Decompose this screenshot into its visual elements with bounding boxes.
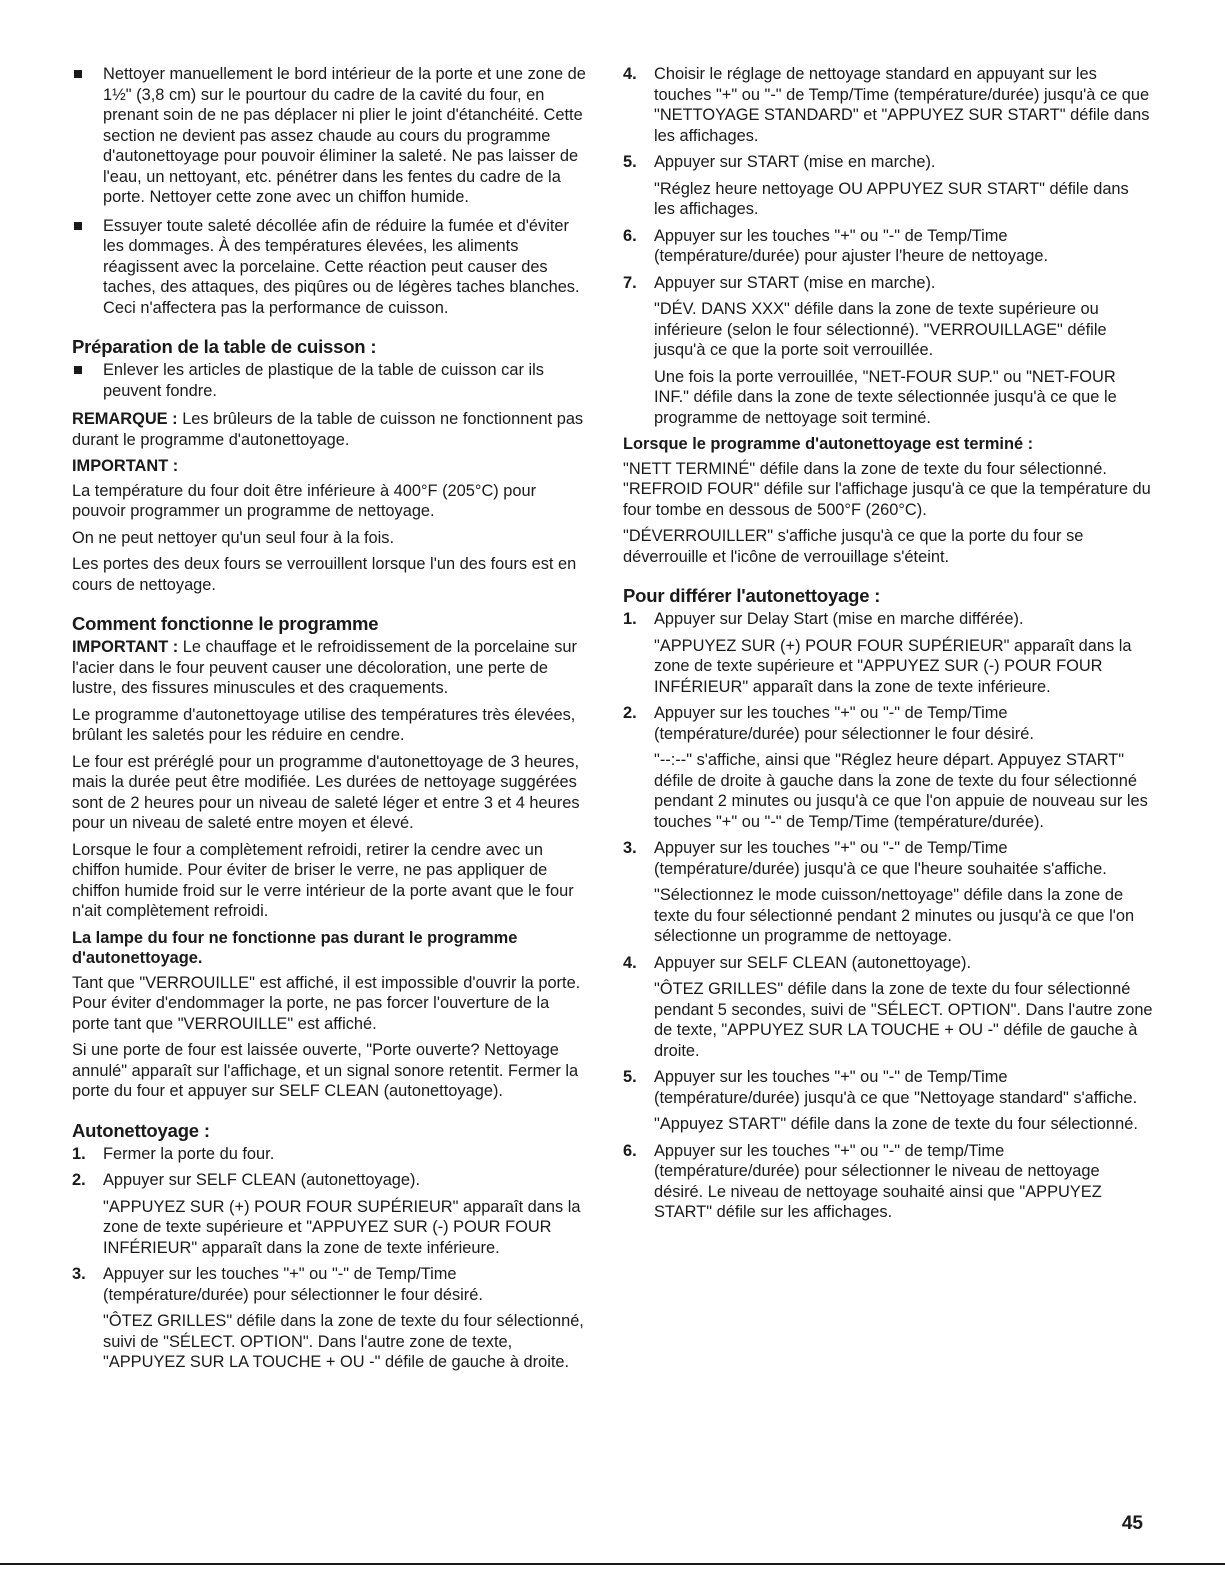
step-number: 6. xyxy=(623,226,637,245)
page-number: 45 xyxy=(1121,1513,1143,1534)
lamp-heading: La lampe du four ne fonctionne pas durant le programme d'autonettoyage. xyxy=(72,928,518,967)
step-text: Appuyer sur les touches "+" ou "-" de Temp/Time (température/durée) pour ajuster l'heure de nettoyage. xyxy=(654,226,1049,265)
right-column xyxy=(623,64,1153,1229)
step-number: 6. xyxy=(623,1141,637,1160)
step-number: 4. xyxy=(623,65,637,83)
step-number: 3. xyxy=(623,839,637,857)
step-text: Appuyer sur les touches "+" ou "-" de Temp/Time (température/durée) pour sélectionner le four désiré. xyxy=(654,704,1034,743)
bullet-text: Essuyer toute saleté décollée afin de réduire la fumée et d'éviter les dommages. À des températures élevées, les aliments réagissent avec la porcelaine. Cette réaction peut causer des taches, des attaques, des piqûres ou de légères taches blanches. Ceci n'affectera pas la performance de cuisson. xyxy=(103,216,580,317)
remarque-paragraph xyxy=(72,409,590,450)
numbered-step xyxy=(623,226,1153,267)
step-text: Choisir le réglage de nettoyage standard en appuyant sur les touches "+" ou "-" de Temp/Time (température/durée) jusqu'à ce que "NETTOYAGE STANDARD" et "APPUYEZ SUR START" défile dans les affichages. xyxy=(654,65,1150,145)
square-bullet-icon xyxy=(74,222,82,230)
prep-heading: Préparation de la table de cuisson : xyxy=(72,336,377,357)
paragraph: Les portes des deux fours se verrouillent lorsque l'un des fours est en cours de nettoyage. xyxy=(72,555,577,594)
step-detail: "Appuyez START" défile dans la zone de texte du four sélectionné. xyxy=(654,1115,1138,1133)
step-number: 7. xyxy=(623,273,637,292)
paragraph: La température du four doit être inférieure à 400°F (205°C) pour pouvoir programmer un programme de nettoyage. xyxy=(72,481,537,520)
paragraph: "DÉVERROUILLER" s'affiche jusqu'à ce que la porte du four se déverrouille et l'icône de verrouillage s'éteint. xyxy=(623,527,1084,566)
step-number: 1. xyxy=(623,610,637,628)
how-heading: Comment fonctionne le programme xyxy=(72,613,379,634)
numbered-step xyxy=(623,152,1153,173)
step-text: Appuyer sur SELF CLEAN (autonettoyage). xyxy=(654,953,972,972)
step-detail: "DÉV. DANS XXX" défile dans la zone de texte supérieure ou inférieure (selon le four sélectionné). "VERROUILLAGE" défile jusqu'à ce que la porte soit verrouillée. xyxy=(654,300,1107,359)
paragraph: Lorsque le four a complètement refroidi, retirer la cendre avec un chiffon humide. Pour éviter de briser le verre, ne pas appliquer de chiffon humide froid sur le verre intérieur de la porte avant que le four n'ait complètement refroidi. xyxy=(72,840,574,920)
remarque-text: Les brûleurs de la table de cuisson ne fonctionnent pas durant le programme d'autonettoyage. xyxy=(72,410,584,449)
step-number: 2. xyxy=(72,1171,86,1189)
important-label: IMPORTANT : xyxy=(72,638,179,656)
done-heading: Lorsque le programme d'autonettoyage est terminé : xyxy=(623,435,1034,453)
bullet-text: Nettoyer manuellement le bord intérieur de la porte et une zone de 1½" (3,8 cm) sur le pourtour du cadre de la cavité du four, en prenant soin de ne pas déplacer ni plier le joint d'étanchéité. Cette section ne devient pas assez chaude au cours du programme d'autonettoyage pour pouvoir éliminer la saleté. Ne pas laisser de l'eau, un nettoyant, etc. pénétrer dans les fentes du cadre de la porte. Nettoyer cette zone avec un chiffon humide. xyxy=(103,65,586,206)
paragraph: Si une porte de four est laissée ouverte, "Porte ouverte? Nettoyage annulé" apparaît sur l'affichage, et un signal sonore retentit. Fermer la porte du four et appuyer sur SELF CLEAN (autonettoyage). xyxy=(72,1041,579,1100)
numbered-step xyxy=(623,953,1153,974)
step-number: 2. xyxy=(623,704,637,722)
step-text: Appuyer sur START (mise en marche). xyxy=(654,273,936,292)
step-detail: "Réglez heure nettoyage OU APPUYEZ SUR START" défile dans les affichages. xyxy=(654,179,1129,218)
bullet-text: Enlever les articles de plastique de la table de cuisson car ils peuvent fondre. xyxy=(103,361,544,400)
important-text: Le chauffage et le refroidissement de la porcelaine sur l'acier dans le four peuvent causer une décoloration, une perte de lustre, des fissures minuscules et des craquements. xyxy=(72,638,577,697)
remarque-label: REMARQUE : xyxy=(72,410,178,428)
paragraph: Tant que "VERROUILLE" est affiché, il est impossible d'ouvrir la porte. Pour éviter d'endommager la porte, ne pas forcer l'ouverture de la porte tant que "VERROUILLE" est affiché. xyxy=(72,973,581,1033)
left-column xyxy=(72,64,590,1379)
numbered-step xyxy=(623,64,1153,146)
step-number: 5. xyxy=(623,153,637,171)
step-number: 5. xyxy=(623,1068,637,1086)
delay-heading: Pour différer l'autonettoyage : xyxy=(623,585,881,606)
auto-heading: Autonettoyage : xyxy=(72,1119,210,1141)
numbered-step xyxy=(72,1144,590,1165)
numbered-step xyxy=(623,703,1153,744)
step-number: 1. xyxy=(72,1144,86,1163)
numbered-step xyxy=(72,1170,590,1191)
step-text: Appuyer sur START (mise en marche). xyxy=(654,153,936,171)
step-detail: "ÔTEZ GRILLES" défile dans la zone de texte du four sélectionné, suivi de "SÉLECT. OPTION". Dans l'autre zone de texte, "APPUYEZ SUR LA TOUCHE + OU -" défile de gauche à droite. xyxy=(103,1312,584,1371)
step-number: 4. xyxy=(623,953,637,972)
bullet-item xyxy=(72,64,590,208)
square-bullet-icon xyxy=(74,366,82,374)
step-text: Appuyer sur les touches "+" ou "-" de temp/Time (température/durée) pour sélectionner le niveau de nettoyage désiré. Le niveau de nettoyage souhaité ainsi que "APPUYEZ START" défile sur les affichages. xyxy=(654,1141,1102,1221)
numbered-step xyxy=(623,1067,1153,1108)
step-detail: Une fois la porte verrouillée, "NET-FOUR SUP." ou "NET-FOUR INF." défile dans la zone de texte sélectionnée jusqu'à ce que le programme de nettoyage soit terminé. xyxy=(654,367,1117,427)
numbered-step xyxy=(72,1264,590,1305)
step-detail: "APPUYEZ SUR (+) POUR FOUR SUPÉRIEUR" apparaît dans la zone de texte supérieure et "APPUYEZ SUR (-) POUR FOUR INFÉRIEUR" apparaît dans la zone de texte inférieure. xyxy=(103,1197,581,1257)
square-bullet-icon xyxy=(74,70,82,78)
bottom-rule xyxy=(0,1563,1225,1565)
paragraph: Le four est préréglé pour un programme d'autonettoyage de 3 heures, mais la durée peut être modifiée. Les durées de nettoyage suggérées sont de 2 heures pour un niveau de saleté léger et entre 3 et 4 heures pour un niveau de saleté entre moyen et élevé. xyxy=(72,752,580,832)
paragraph: On ne peut nettoyer qu'un seul four à la fois. xyxy=(72,528,395,547)
numbered-step xyxy=(623,609,1153,630)
step-text: Appuyer sur SELF CLEAN (autonettoyage). xyxy=(103,1171,421,1189)
step-text: Appuyer sur les touches "+" ou "-" de Temp/Time (température/durée) jusqu'à ce que l'heure souhaitée s'affiche. xyxy=(654,839,1107,878)
numbered-step xyxy=(623,273,1153,294)
step-text: Appuyer sur les touches "+" ou "-" de Temp/Time (température/durée) jusqu'à ce que "Nettoyage standard" s'affiche. xyxy=(654,1068,1138,1107)
step-detail: "--:--" s'affiche, ainsi que "Réglez heure départ. Appuyez START" défile de droite à gauche dans la zone de texte du four sélectionné pendant 2 minutes ou jusqu'à ce que l'on appuie de nouveau sur les touches "+" ou "-" de Temp/Time (température/durée). xyxy=(654,751,1148,831)
bullet-item xyxy=(72,360,590,401)
step-detail: "Sélectionnez le mode cuisson/nettoyage" défile dans la zone de texte du four sélectionné pendant 2 minutes ou jusqu'à ce que l'on sélectionne un programme de nettoyage. xyxy=(654,886,1135,945)
step-number: 3. xyxy=(72,1265,86,1283)
numbered-step xyxy=(623,838,1153,879)
step-detail: "APPUYEZ SUR (+) POUR FOUR SUPÉRIEUR" apparaît dans la zone de texte supérieure et "APPUYEZ SUR (-) POUR FOUR INFÉRIEUR" apparaît dans la zone de texte inférieure. xyxy=(654,636,1132,696)
paragraph: Le programme d'autonettoyage utilise des températures très élevées, brûlant les saletés pour les réduire en cendre. xyxy=(72,705,576,744)
paragraph: "NETT TERMINÉ" défile dans la zone de texte du four sélectionné. "REFROID FOUR" défile sur l'affichage jusqu'à ce que la température du four tombe en dessous de 500°F (260°C). xyxy=(623,459,1151,519)
step-detail: "ÔTEZ GRILLES" défile dans la zone de texte du four sélectionné pendant 5 secondes, suivi de "SÉLECT. OPTION". Dans l'autre zone de texte, "APPUYEZ SUR LA TOUCHE + OU -" défile de gauche à droite. xyxy=(654,980,1153,1060)
numbered-step xyxy=(623,1141,1153,1223)
how-important-paragraph xyxy=(72,637,590,699)
important-heading: IMPORTANT : xyxy=(72,457,179,475)
step-text: Appuyer sur les touches "+" ou "-" de Temp/Time (température/durée) pour sélectionner le four désiré. xyxy=(103,1265,483,1304)
bullet-item xyxy=(72,216,590,319)
step-text: Appuyer sur Delay Start (mise en marche différée). xyxy=(654,610,1024,628)
step-text: Fermer la porte du four. xyxy=(103,1144,275,1163)
